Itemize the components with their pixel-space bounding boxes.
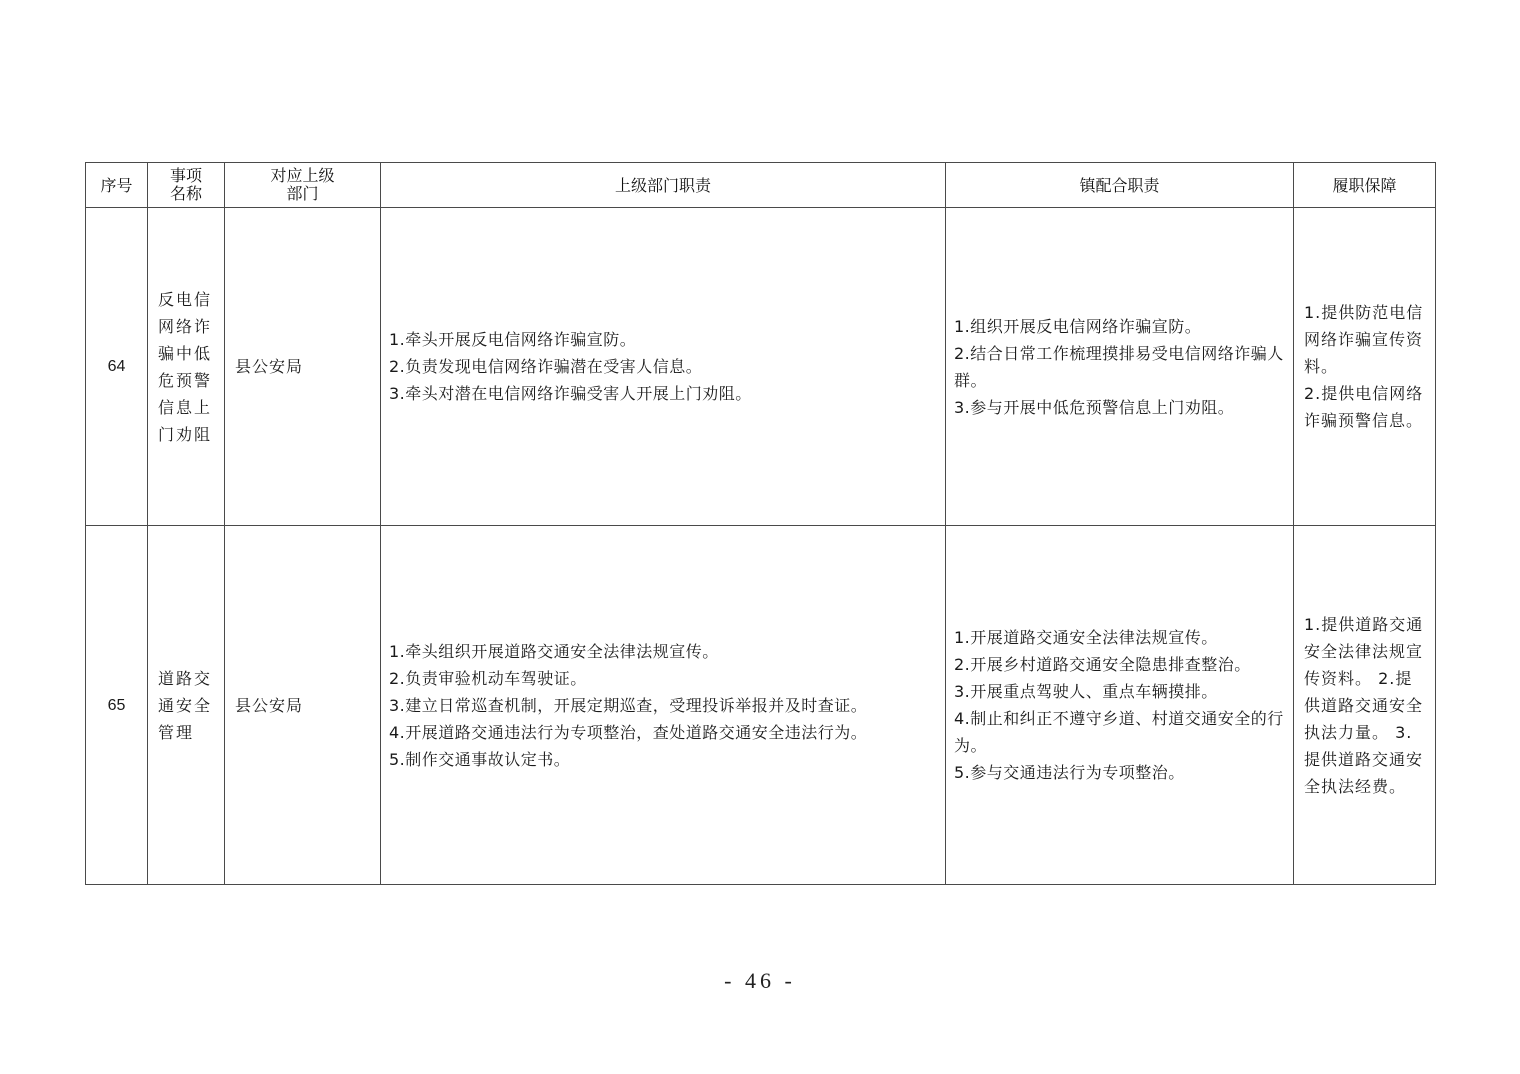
header-item-name	[148, 163, 225, 208]
row-seq: 64	[86, 208, 148, 526]
guarantee-item: 2.提供道路交通安全执法力量。	[1304, 668, 1424, 742]
town-duty-item: 1.组织开展反电信网络诈骗宣防。	[954, 316, 1202, 336]
row-guarantees	[1294, 526, 1436, 885]
row-item-name: 反电信网络诈骗中低危预警信息上门劝阻	[148, 208, 225, 526]
row-guarantees	[1294, 208, 1436, 526]
superior-duty-item: 3.牵头对潜在电信网络诈骗受害人开展上门劝阻。	[389, 384, 752, 403]
table-row	[86, 208, 1436, 526]
town-duty-item: 4.制止和纠正不遵守乡道、村道交通安全的行为。	[954, 709, 1284, 755]
duty-table	[85, 162, 1436, 885]
row-superior-dept: 县公安局	[225, 208, 381, 526]
header-item-name-line-1: 事项	[169, 166, 202, 185]
superior-duty-item: 2.负责审验机动车驾驶证。	[389, 668, 587, 688]
town-duty-item: 2.结合日常工作梳理摸排易受电信网络诈骗人群。	[954, 343, 1284, 390]
town-duty-item: 3.参与开展中低危预警信息上门劝阻。	[954, 397, 1235, 417]
row-item-name: 道路交通安全管理	[148, 526, 225, 885]
superior-duty-item: 1.牵头组织开展道路交通安全法律法规宣传。	[389, 641, 719, 661]
row-town-duties	[946, 208, 1294, 526]
superior-duty-item: 1.牵头开展反电信网络诈骗宣防。	[389, 330, 637, 349]
row-town-duties	[946, 526, 1294, 885]
row-superior-duties	[381, 208, 946, 526]
town-duty-item: 1.开展道路交通安全法律法规宣传。	[954, 628, 1218, 647]
header-superior-dept-line-2: 部门	[286, 184, 319, 203]
town-duty-item: 5.参与交通违法行为专项整治。	[954, 763, 1185, 782]
header-seq: 序号	[86, 163, 148, 208]
guarantee-item: 3.提供道路交通安全执法经费。	[1304, 722, 1424, 796]
header-superior-duty: 上级部门职责	[381, 163, 946, 208]
superior-duty-item: 2.负责发现电信网络诈骗潜在受害人信息。	[389, 357, 703, 376]
superior-duty-item: 5.制作交通事故认定书。	[389, 749, 571, 769]
town-duty-item: 2.开展乡村道路交通安全隐患排查整治。	[954, 655, 1251, 674]
row-superior-dept: 县公安局	[225, 526, 381, 885]
superior-duty-item: 4.开展道路交通违法行为专项整治，查处道路交通安全违法行为。	[389, 722, 868, 742]
table-row	[86, 526, 1436, 885]
header-guarantee: 履职保障	[1294, 163, 1436, 208]
guarantee-item: 1.提供防范电信网络诈骗宣传资料。	[1304, 303, 1424, 376]
guarantee-item: 2.提供电信网络诈骗预警信息。	[1304, 384, 1424, 430]
town-duty-item: 3.开展重点驾驶人、重点车辆摸排。	[954, 682, 1218, 701]
row-seq: 65	[86, 526, 148, 885]
guarantee-item: 1.提供道路交通安全法律法规宣传资料。	[1304, 614, 1424, 688]
table-header-row	[86, 163, 1436, 208]
superior-duty-item: 3.建立日常巡查机制，开展定期巡查，受理投诉举报并及时查证。	[389, 695, 868, 715]
row-superior-duties	[381, 526, 946, 885]
page-number: - 46 -	[724, 968, 796, 993]
header-item-name-line-2: 名称	[169, 184, 202, 203]
header-superior-dept-line-1: 对应上级	[270, 166, 335, 185]
header-town-duty: 镇配合职责	[946, 163, 1294, 208]
header-superior-dept	[225, 163, 381, 208]
